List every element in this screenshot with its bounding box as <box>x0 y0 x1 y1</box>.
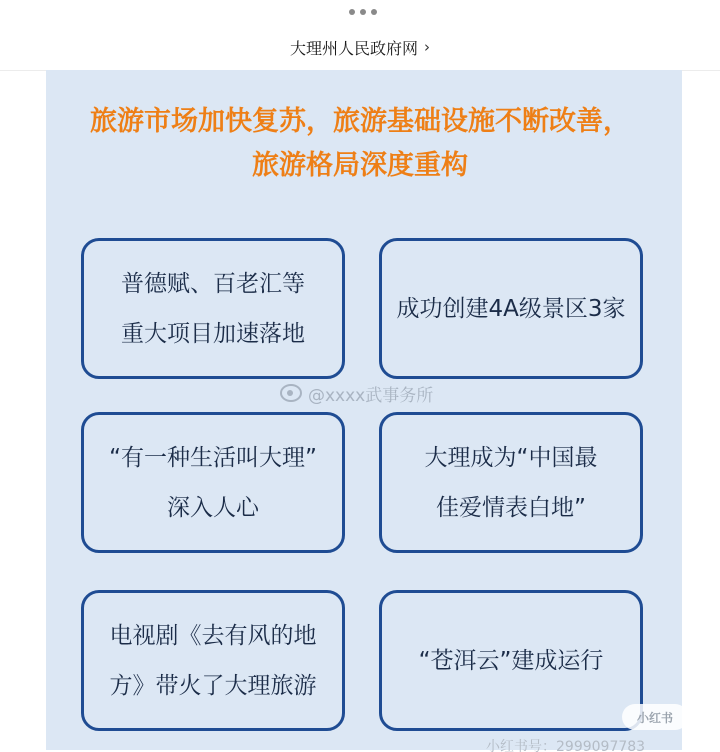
card-tv-drama <box>81 590 345 731</box>
headline-line-1: 旅游市场加快复苏，旅游基础设施不断改善， <box>90 106 630 137</box>
weibo-watermark <box>280 380 433 406</box>
poster-headline <box>0 100 720 188</box>
card-text: 方》带火了大理旅游 <box>109 672 317 699</box>
card-slogan <box>81 412 345 553</box>
card-cangerlyun <box>379 590 643 731</box>
card-major-projects <box>81 238 345 379</box>
card-text: 大理成为“中国最 <box>424 444 598 471</box>
site-name: 大理州人民政府网 <box>289 38 418 58</box>
more-dots-icon[interactable] <box>349 4 377 20</box>
site-link[interactable] <box>0 34 720 60</box>
card-4a-scenic <box>379 238 643 379</box>
weibo-icon <box>280 384 302 402</box>
chevron-right-icon: › <box>424 38 430 56</box>
card-text: “苍洱云”建成运行 <box>418 647 604 674</box>
card-text: 普德赋、百老汇等 <box>121 270 305 297</box>
headline-line-2: 旅游格局深度重构 <box>252 150 468 181</box>
card-text: 佳爱情表白地” <box>436 494 586 521</box>
weibo-watermark-text: @xxxx武事务所 <box>308 385 434 406</box>
card-text: 重大项目加速落地 <box>121 320 305 347</box>
card-text: “有一种生活叫大理” <box>109 444 317 471</box>
card-text: 深入人心 <box>167 494 259 521</box>
xhs-id-watermark: 小红书号：2999097783 <box>486 739 646 752</box>
card-text: 成功创建4A级景区3家 <box>396 295 626 322</box>
card-love-place <box>379 412 643 553</box>
xhs-badge: 小红书 <box>622 704 688 730</box>
card-text: 电视剧《去有风的地 <box>109 622 317 649</box>
top-bar <box>0 0 720 71</box>
